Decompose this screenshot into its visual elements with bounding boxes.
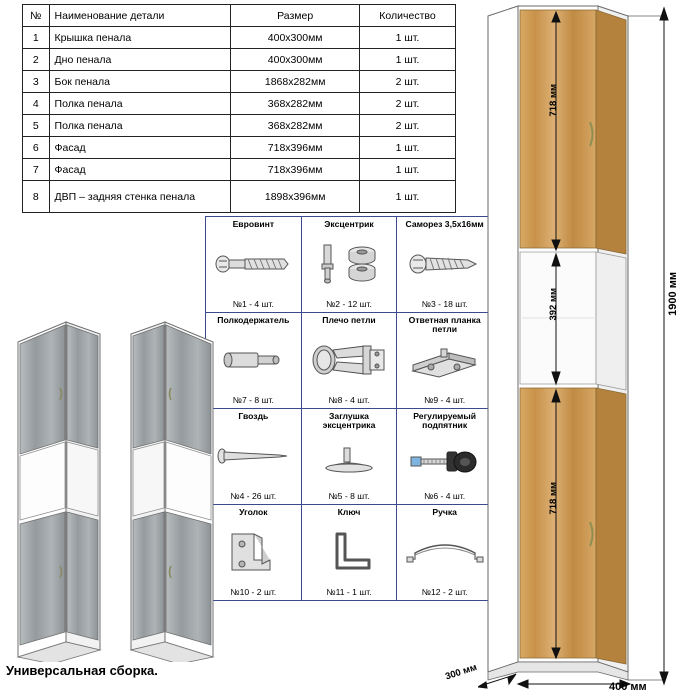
hardware-title: Евровинт: [232, 219, 275, 229]
cabinet-left: [18, 322, 100, 662]
cell-part-name: Бок пенала: [49, 71, 231, 93]
cell-part-name: Полка пенала: [49, 115, 231, 137]
hardware-title: Уголок: [239, 507, 268, 517]
handle-icon: [399, 517, 490, 587]
dimension-total-height: [628, 8, 668, 684]
table-row: [23, 181, 456, 213]
cell-part-name: Фасад: [49, 159, 231, 181]
cell-size: 1868х282мм: [231, 71, 360, 93]
hardware-qty: №9 - 4 шт.: [424, 395, 466, 405]
hardware-cell-cam-cover-cap: [302, 409, 398, 505]
main-cabinet-illustration: [478, 2, 698, 692]
hex-key-icon: [304, 517, 395, 587]
cabinet-right: [131, 322, 213, 662]
cell-number: 5: [23, 115, 50, 137]
table-row: [23, 27, 456, 49]
dimension-label-total-height: 1900 мм: [667, 272, 679, 316]
cell-quantity: 1 шт.: [359, 49, 455, 71]
adjustable-foot-icon: [399, 431, 490, 491]
hinge-plate-icon: [399, 335, 490, 395]
header-size: Размер: [231, 5, 360, 27]
cell-quantity: 2 шт.: [359, 93, 455, 115]
table-header-row: [23, 5, 456, 27]
hardware-title: Эксцентрик: [324, 219, 374, 229]
cell-part-name: Дно пенала: [49, 49, 231, 71]
cell-size: 400х300мм: [231, 27, 360, 49]
dimension-label-width: 400 мм: [609, 681, 647, 693]
hardware-title: Плечо петли: [322, 315, 376, 325]
hardware-qty: №8 - 4 шт.: [328, 395, 370, 405]
hardware-title: Заглушка эксцентрика: [322, 411, 376, 431]
confirmat-screw-icon: [208, 229, 299, 299]
table-row: [23, 137, 456, 159]
cell-size: 368х282мм: [231, 115, 360, 137]
hardware-qty: №1 - 4 шт.: [232, 299, 274, 309]
hardware-title: Регулируемый подпятник: [413, 411, 477, 431]
cell-part-name: Крышка пенала: [49, 27, 231, 49]
cell-size: 718х396мм: [231, 137, 360, 159]
hardware-title: Гвоздь: [238, 411, 269, 421]
hardware-title: Саморез 3,5х16мм: [405, 219, 484, 229]
hinge-arm-icon: [304, 325, 395, 395]
cell-number: 2: [23, 49, 50, 71]
cell-quantity: 2 шт.: [359, 71, 455, 93]
hardware-qty: №2 - 12 шт.: [326, 299, 372, 309]
hardware-cell-hinge-arm: [302, 313, 398, 409]
hardware-cell-cam-lock: [302, 217, 398, 313]
dimension-label-depth: 300 мм: [444, 661, 479, 683]
cell-number: 7: [23, 159, 50, 181]
universal-assembly-illustration: [8, 312, 223, 662]
hardware-qty: №10 - 2 шт.: [230, 587, 277, 597]
hardware-qty: №3 - 18 шт.: [421, 299, 468, 309]
cell-quantity: 1 шт.: [359, 181, 455, 213]
table-row: [23, 49, 456, 71]
hardware-qty: №4 - 26 шт.: [230, 491, 277, 501]
self-tapping-screw-icon: [399, 229, 490, 299]
cell-part-name: ДВП – задняя стенка пенала: [49, 181, 231, 213]
hardware-qty: №5 - 8 шт.: [328, 491, 370, 501]
table-row: [23, 115, 456, 137]
cell-number: 1: [23, 27, 50, 49]
cell-part-name: Фасад: [49, 137, 231, 159]
cell-number: 6: [23, 137, 50, 159]
hardware-title: Ручка: [432, 507, 457, 517]
hardware-qty: №11 - 1 шт.: [326, 587, 372, 597]
table-row: [23, 159, 456, 181]
hardware-title: Полкодержатель: [217, 315, 290, 325]
dimension-label-bottom-door: 718 мм: [548, 482, 559, 515]
dimension-label-middle: 392 мм: [548, 288, 559, 321]
parts-table: [22, 4, 456, 213]
hardware-cell-hex-key: [302, 505, 398, 601]
hardware-grid: [205, 216, 493, 601]
cell-number: 8: [23, 181, 50, 213]
header-number: №: [23, 5, 50, 27]
universal-assembly-caption: Универсальная сборка.: [6, 663, 158, 678]
cell-size: 368х282мм: [231, 93, 360, 115]
hardware-title: Ключ: [337, 507, 361, 517]
hardware-cell-confirmat: [206, 217, 302, 313]
cell-quantity: 1 шт.: [359, 159, 455, 181]
cell-quantity: 2 шт.: [359, 115, 455, 137]
header-part-name: Наименование детали: [49, 5, 231, 27]
hardware-qty: №12 - 2 шт.: [421, 587, 468, 597]
table-row: [23, 71, 456, 93]
hardware-qty: №7 - 8 шт.: [232, 395, 274, 405]
cell-number: 4: [23, 93, 50, 115]
cam-lock-icon: [304, 229, 395, 299]
header-quantity: Количество: [359, 5, 455, 27]
cell-size: 400х300мм: [231, 49, 360, 71]
table-row: [23, 93, 456, 115]
cell-quantity: 1 шт.: [359, 137, 455, 159]
cam-cover-cap-icon: [304, 431, 395, 491]
cell-quantity: 1 шт.: [359, 27, 455, 49]
hardware-qty: №6 - 4 шт.: [424, 491, 466, 501]
hardware-title: Ответная планка петли: [408, 315, 481, 335]
cell-part-name: Полка пенала: [49, 93, 231, 115]
cell-size: 1898х396мм: [231, 181, 360, 213]
cell-number: 3: [23, 71, 50, 93]
cell-size: 718х396мм: [231, 159, 360, 181]
dimension-label-top-door: 718 мм: [548, 84, 559, 117]
